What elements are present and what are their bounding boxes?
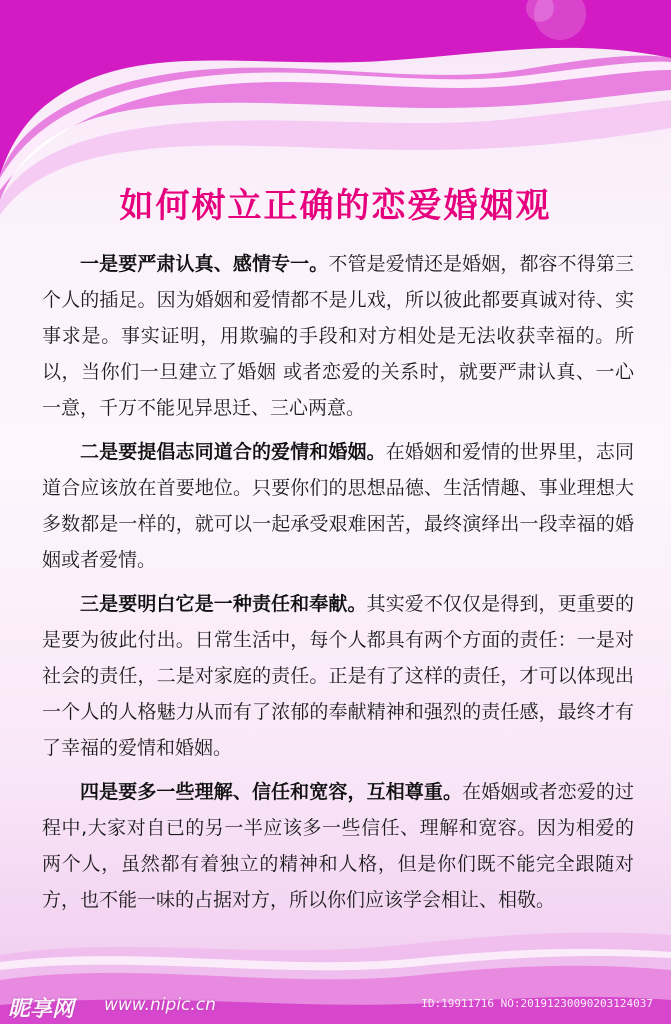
paragraph-2 [42,434,634,578]
watermark-id: ID:19911716 NO:20191230090203124037 [421,997,653,1010]
paragraph-3-lead: 三是要明白它是一种责任和奉献。 [80,593,367,615]
paragraph-1-body: 不管是爱情还是婚姻，都容不得第三个人的插足。因为婚姻和爱情都不是儿戏，所以彼此都要真诚对待、实事求是。事实证明，用欺骗的手段和对方相处是无法收获幸福的。所以，当你们一旦建立了婚姻 或者恋爱的关系时，就要严肃认真、一心一意，千万不能见异思迁、三心两意。 [42,253,634,419]
poster-title: 如何树立正确的恋爱婚姻观 [119,186,552,226]
paragraph-4-lead: 四是要多一些理解、信任和宽容，互相尊重。 [80,781,463,803]
watermark-logo: 昵享网 [8,997,75,1022]
poster-body [42,246,634,926]
paragraph-1 [42,246,634,426]
paragraph-2-lead: 二是要提倡志同道合的爱情和婚姻。 [80,441,386,463]
paragraph-3-body: 其实爱不仅仅是得到，更重要的是要为彼此付出。日常生活中，每个人都具有两个方面的责任：一是对社会的责任，二是对家庭的责任。正是有了这样的责任，才可以体现出一个人的人格魅力从而有了浓郁的奉献精神和强烈的责任感，最终才有了幸福的爱情和婚姻。 [42,593,634,759]
paragraph-4 [42,774,634,918]
paragraph-1-lead: 一是要严肃认真、感情专一。 [80,253,329,275]
paragraph-4-body: 在婚姻或者恋爱的过程中,大家对自已的另一半应该多一些信任、理解和宽容。因为相爱的两个人，虽然都有着独立的精神和人格，但是你们既不能完全跟随对方，也不能一味的占据对方，所以你们应该学会相让、相敬。 [42,781,634,911]
watermark-url: www.nipic.cn [104,995,216,1015]
paragraph-2-body: 在婚姻和爱情的世界里，志同道合应该放在首要地位。只要你们的思想品德、生活情趣、事业理想大多数都是一样的，就可以一起承受艰难困苦，最终演绎出一段幸福的婚姻或者爱情。 [42,441,634,571]
paragraph-3 [42,586,634,766]
